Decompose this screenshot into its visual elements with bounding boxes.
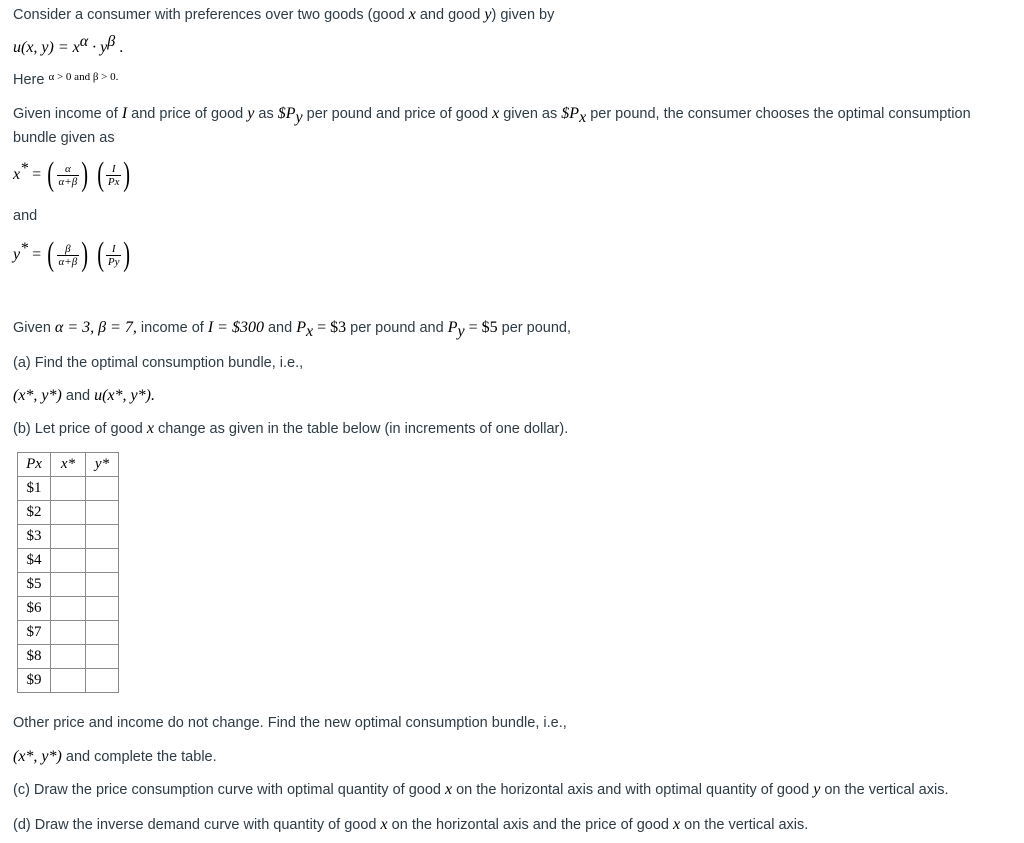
text: Given (13, 320, 55, 336)
conditions-line (13, 70, 118, 91)
den: α+β (58, 175, 78, 188)
given-values-line (13, 318, 571, 338)
den: Py (107, 255, 120, 268)
intro-text: ) given by (491, 7, 555, 23)
paren-open: ( (47, 236, 55, 274)
text: on the vertical axis. (680, 817, 809, 833)
den: Px (107, 175, 120, 188)
xstar-cell (51, 573, 86, 597)
bundle-given: bundle given as (13, 130, 115, 146)
num: I (106, 163, 122, 176)
bundle-expr: (x*, y*) (13, 748, 62, 765)
table-row (18, 621, 119, 645)
xstar-cell (51, 549, 86, 573)
paren-close: ) (81, 156, 89, 194)
fraction (106, 243, 122, 268)
header-xstar: x* (51, 453, 86, 477)
price-table (17, 452, 119, 693)
ystar-cell (86, 525, 119, 549)
xstar-formula (13, 158, 133, 192)
and-line (13, 206, 37, 226)
utility-end: . (115, 39, 124, 56)
text: and complete the table. (61, 749, 217, 765)
table-header-row (18, 453, 119, 477)
conditions: α > 0 and β > 0. (48, 71, 119, 83)
table-row (18, 525, 119, 549)
sub: x (579, 108, 587, 126)
price-x: $P (561, 105, 580, 122)
utility-lhs: u(x, y) = x (13, 39, 80, 56)
other-line (13, 713, 567, 733)
sub: y (295, 108, 303, 126)
price-cell: $4 (18, 549, 51, 573)
paren-open: ( (47, 156, 55, 194)
and-label: and (13, 208, 38, 224)
num: β (57, 243, 80, 256)
xstar-lhs: x (13, 166, 21, 183)
text: (c) Draw the price consumption curve with optimal quantity of good (13, 782, 445, 798)
intro-line (13, 5, 554, 25)
intro-text: Consider a consumer with preferences over two goods (good (13, 7, 409, 23)
text: Given income of (13, 106, 122, 122)
part-d (13, 815, 808, 835)
text: on the horizontal axis and with optimal quantity of good (452, 782, 814, 798)
bundle-given-line (13, 128, 115, 148)
utility-function (13, 33, 124, 58)
text: income of (136, 320, 208, 336)
price-cell: $3 (18, 525, 51, 549)
other-text: Other price and income do not change. Find the new optimal consumption bundle, i.e., (13, 715, 567, 731)
ystar-cell (86, 597, 119, 621)
part-a (13, 353, 303, 373)
table-row (18, 645, 119, 669)
sub: y (457, 322, 465, 340)
exp-beta: β (107, 33, 116, 51)
text: change as given in the table below (in increments of one dollar). (153, 421, 569, 437)
var-x: x (380, 816, 388, 833)
ystar-cell (86, 669, 119, 693)
var-x: x (444, 781, 453, 798)
alpha-beta-values: α = 3, β = 7, (54, 319, 137, 336)
xstar-cell (51, 669, 86, 693)
paren-close: ) (123, 156, 131, 194)
ystar-cell (86, 501, 119, 525)
text: and (61, 388, 95, 404)
num: I (106, 243, 122, 256)
bundle-expr: (x*, y*) (13, 387, 62, 404)
var-x: x (408, 6, 416, 23)
xstar-cell (51, 645, 86, 669)
var-x: x (673, 816, 681, 833)
xstar-cell (51, 525, 86, 549)
xstar-cell (51, 597, 86, 621)
exp-alpha: α (79, 33, 89, 51)
var-x: x (492, 105, 500, 122)
py-symbol: P (447, 319, 458, 336)
utility-mid: · y (88, 39, 108, 56)
part-a-math (13, 386, 155, 406)
part-a-text: (a) Find the optimal consumption bundle, i.e., (13, 355, 304, 371)
here-label: Here (13, 72, 45, 88)
xstar-cell (51, 477, 86, 501)
price-y: $P (277, 105, 296, 122)
price-cell: $8 (18, 645, 51, 669)
price-cell: $6 (18, 597, 51, 621)
ystar-cell (86, 477, 119, 501)
ystar-cell (86, 573, 119, 597)
paren-close: ) (81, 236, 89, 274)
text: per pound and (346, 320, 448, 336)
text: and price of good (127, 106, 248, 122)
price-cell: $7 (18, 621, 51, 645)
star: * (20, 240, 29, 258)
num: α (57, 163, 80, 176)
text: per pound and price of good (302, 106, 493, 122)
income-line (13, 104, 971, 124)
table-row (18, 477, 119, 501)
ystar-cell (86, 645, 119, 669)
paren-close: ) (123, 236, 131, 274)
header-ystar: y* (86, 453, 119, 477)
xstar-cell (51, 621, 86, 645)
fraction (57, 163, 80, 188)
text: given as (499, 106, 562, 122)
var-y: y (247, 105, 255, 122)
complete-line (13, 747, 217, 767)
ystar-cell (86, 621, 119, 645)
price-cell: $9 (18, 669, 51, 693)
var-I: I (121, 105, 128, 122)
text: (b) Let price of good (13, 421, 147, 437)
px-value: = $3 (313, 319, 347, 336)
price-cell: $1 (18, 477, 51, 501)
text: and (263, 320, 297, 336)
fraction (57, 243, 80, 268)
star: * (20, 160, 29, 178)
ystar-lhs: y (13, 246, 21, 263)
table-row (18, 669, 119, 693)
text: per pound, the consumer chooses the optimal consumption (586, 106, 971, 122)
den: α+β (58, 255, 78, 268)
px-symbol: P (296, 319, 306, 336)
part-c (13, 780, 948, 800)
paren-open: ( (96, 156, 104, 194)
var-y: y (813, 781, 821, 798)
table-row (18, 549, 119, 573)
price-cell: $2 (18, 501, 51, 525)
part-b (13, 419, 568, 439)
text: on the horizontal axis and the price of good (387, 817, 673, 833)
text: on the vertical axis. (820, 782, 949, 798)
ystar-formula (13, 238, 133, 272)
price-cell: $5 (18, 573, 51, 597)
text: per pound, (497, 320, 571, 336)
text: as (254, 106, 278, 122)
xstar-cell (51, 501, 86, 525)
var-x: x (146, 420, 154, 437)
text: (d) Draw the inverse demand curve with quantity of good (13, 817, 381, 833)
paren-open: ( (96, 236, 104, 274)
fraction (106, 163, 122, 188)
ystar-cell (86, 549, 119, 573)
table-row (18, 573, 119, 597)
equals: = (28, 166, 42, 184)
utility-expr: u(x*, y*). (94, 387, 155, 404)
equals: = (28, 246, 42, 264)
table-row (18, 597, 119, 621)
table-row (18, 501, 119, 525)
var-y: y (484, 6, 492, 23)
intro-text: and good (415, 7, 485, 23)
py-value: = $5 (464, 319, 498, 336)
income-value: I = $300 (207, 319, 264, 336)
header-px: Px (18, 453, 51, 477)
sub: x (305, 322, 314, 340)
